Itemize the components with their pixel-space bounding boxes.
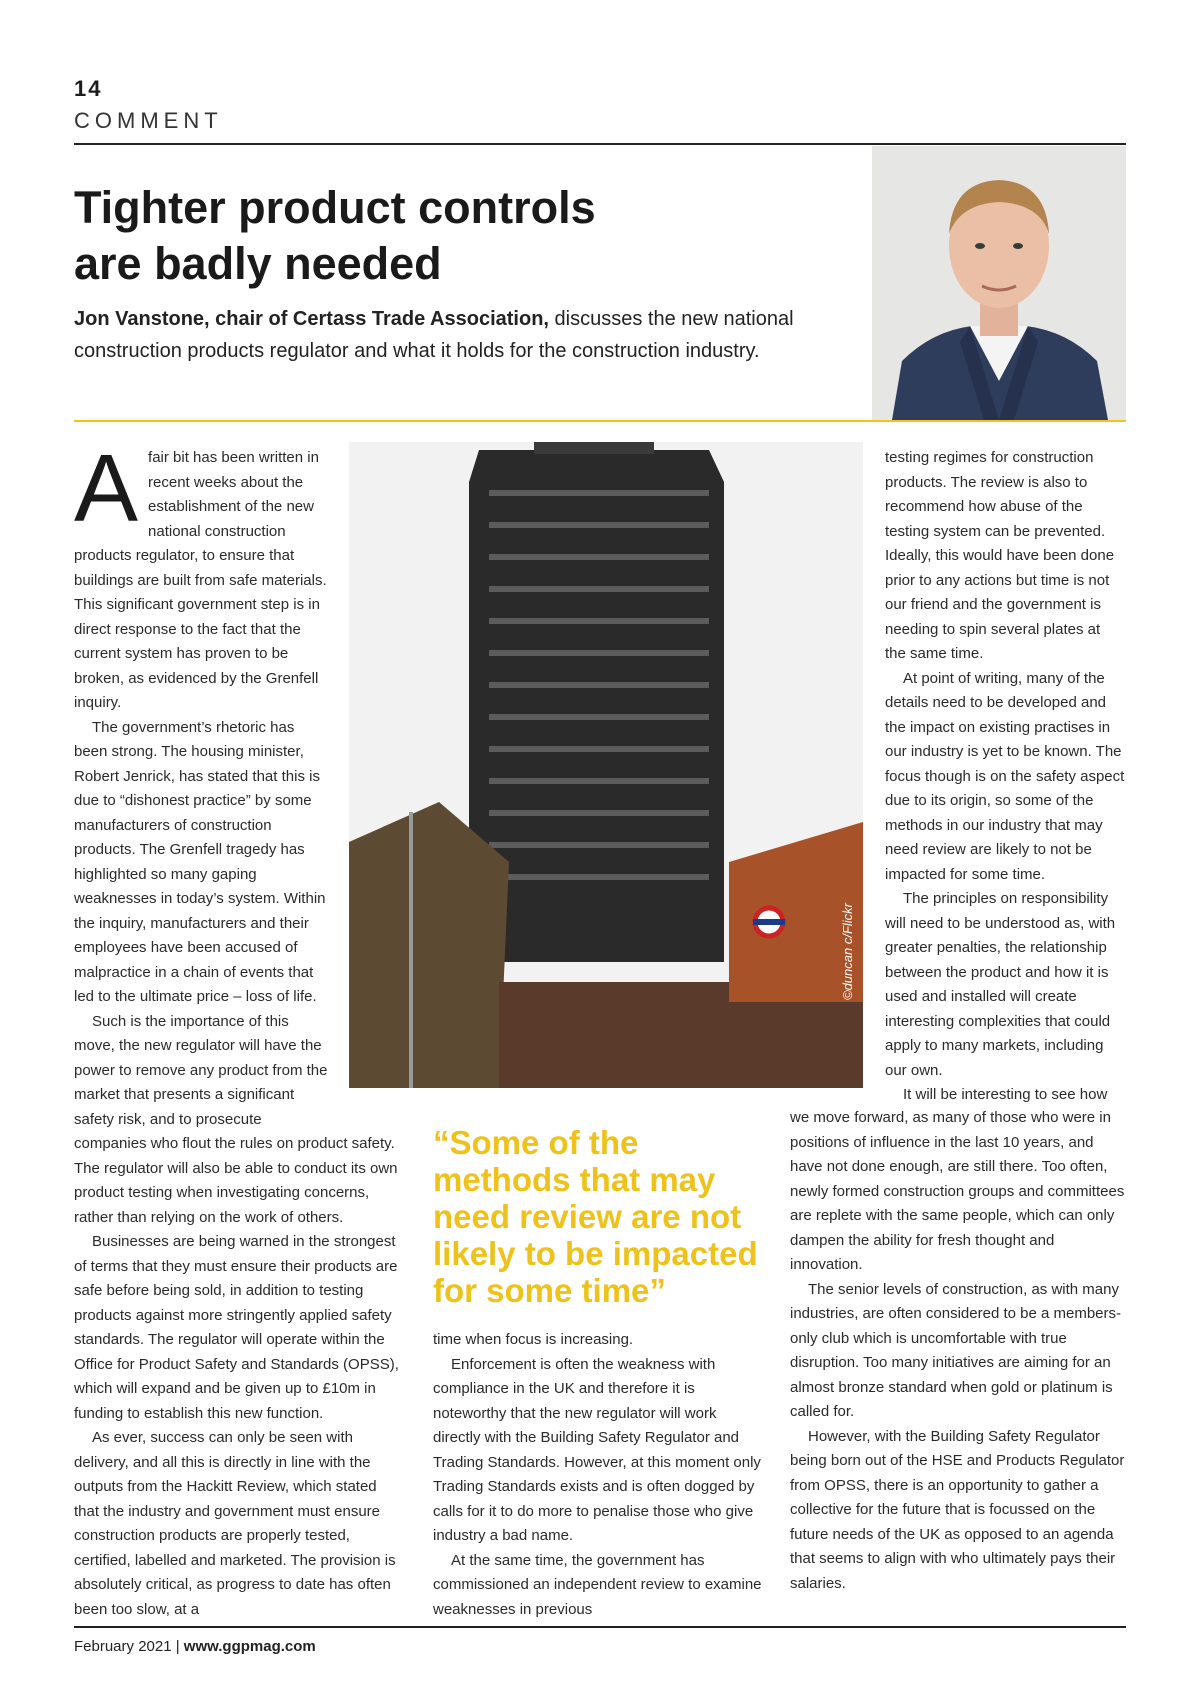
drop-cap: A <box>74 435 139 542</box>
body-paragraph: It will be interesting to see how <box>903 1086 1108 1103</box>
body-paragraph: time when focus is increasing. <box>433 1331 634 1348</box>
body-paragraph: The government’s rhetoric has been strong. The housing minister, Robert Jenrick, has stated that this is due to “dishonest practice” by some manufacturers of construction products. The Grenfell tragedy has highlighted so many gaping weaknesses in today’s system. Within the inquiry, manufacturers and their employees have been accused of malpractice in a chain of events that led to the ultimate price – loss of life. <box>74 718 326 1005</box>
headline-line-2: are badly needed <box>74 238 442 289</box>
pull-quote: “Some of the methods that may need review are not likely to be impacted for some time” <box>433 1124 758 1309</box>
body-column-2 <box>433 1328 768 1622</box>
author-credit: Jon Vanstone, chair of Certass Trade Association, <box>74 308 549 330</box>
body-paragraph: At point of writing, many of the details need to be developed and the impact on existing practises in our industry is yet to be known. The focus though is on the safety aspect due to its origin, so some of the methods in our industry that may need review are likely to not be impacted for some time. <box>885 669 1125 883</box>
top-divider <box>74 143 1126 145</box>
body-paragraph: companies who flout the rules on product safety. The regulator will also be able to conduct its own product testing when investigating concerns, rather than relying on the work of others. <box>74 1135 398 1226</box>
body-paragraph: As ever, success can only be seen with delivery, and all this is directly in line with the outputs from the Hackitt Review, which stated that the industry and government must ensure construction products are properly tested, certified, labelled and marketed. The provision is absolutely critical, as progress to date has often been too slow, at a <box>74 1429 396 1618</box>
section-label: COMMENT <box>74 108 223 133</box>
body-paragraph: However, with the Building Safety Regulator being born out of the HSE and Products Regulator from OPSS, there is an opportunity to gather a collective for the future that is focussed on the future needs of the UK as opposed to an agenda that seems to align with who ultimately pays their salaries. <box>790 1427 1125 1592</box>
body-paragraph: At the same time, the government has commissioned an independent review to examine weaknesses in previous <box>433 1551 762 1618</box>
footer-separator: | <box>171 1638 184 1655</box>
page-number: 14 <box>74 76 103 101</box>
body-paragraph: The senior levels of construction, as with many industries, are often considered to be a members-only club which is uncomfortable with true disruption. Too many initiatives are aiming for an almost bronze standard when gold or platinum is called for. <box>790 1280 1122 1420</box>
body-paragraph: Businesses are being warned in the strongest of terms that they must ensure their products are safe before being sold, in addition to testing products against more stringently applied safety standards. The regulator will operate within the Office for Product Safety and Standards (OPSS), which will expand and be given up to £10m in funding to establish this new function. <box>74 1233 399 1422</box>
body-paragraph: testing regimes for construction products. The review is also to recommend how abuse of the testing system can be prevented. Ideally, this would have been done prior to any actions but time is not our friend and the government is needing to spin several plates at the same time. <box>885 449 1115 662</box>
author-portrait <box>872 146 1126 420</box>
standfirst <box>74 303 794 367</box>
bottom-divider <box>74 1626 1126 1628</box>
body-column-3 <box>885 446 1125 1108</box>
body-column-1 <box>74 435 404 1622</box>
photo-credit: ©duncan c/Flickr <box>840 903 855 1000</box>
issue-date: February 2021 <box>74 1638 172 1655</box>
standfirst-text: discusses the new national construction products regulator and what it holds for the construction industry. <box>74 308 794 362</box>
grenfell-tower-photo <box>349 442 863 1088</box>
body-paragraph: Such is the importance of this move, the new regulator will have the power to remove any product from the market that presents a significant safety risk, and to prosecute <box>74 1012 328 1128</box>
body-paragraph: we move forward, as many of those who were in positions of influence in the last 10 years, and have not done enough, are still there. Too often, newly formed construction groups and committees are replete with the same people, which can only dampen the ability for fresh thought and innovation. <box>790 1109 1125 1273</box>
page-footer <box>74 1638 316 1655</box>
body-column-3-continued <box>790 1106 1126 1596</box>
gold-divider <box>74 420 1126 422</box>
body-paragraph: fair bit has been written in recent weeks about the establishment of the new national construction products regulator, to ensure that buildings are built from safe materials. This significant government step is in direct response to the fact that the current system has proven to be broken, as evidenced by the Grenfell inquiry. <box>74 449 327 711</box>
body-paragraph: The principles on responsibility will need to be understood as, with greater penalties, the relationship between the product and how it is used and installed will create interesting complexities that could apply to many markets, including our own. <box>885 890 1116 1079</box>
headline-line-1: Tighter product controls <box>74 182 596 233</box>
body-paragraph: Enforcement is often the weakness with compliance in the UK and therefore it is noteworthy that the new regulator will work directly with the Building Safety Regulator and Trading Standards. However, at this moment only Trading Standards exists and is often dogged by calls for it to do more to penalise those who give industry a bad name. <box>433 1355 761 1544</box>
website-link[interactable]: www.ggpmag.com <box>183 1638 316 1655</box>
article-headline <box>74 180 834 292</box>
